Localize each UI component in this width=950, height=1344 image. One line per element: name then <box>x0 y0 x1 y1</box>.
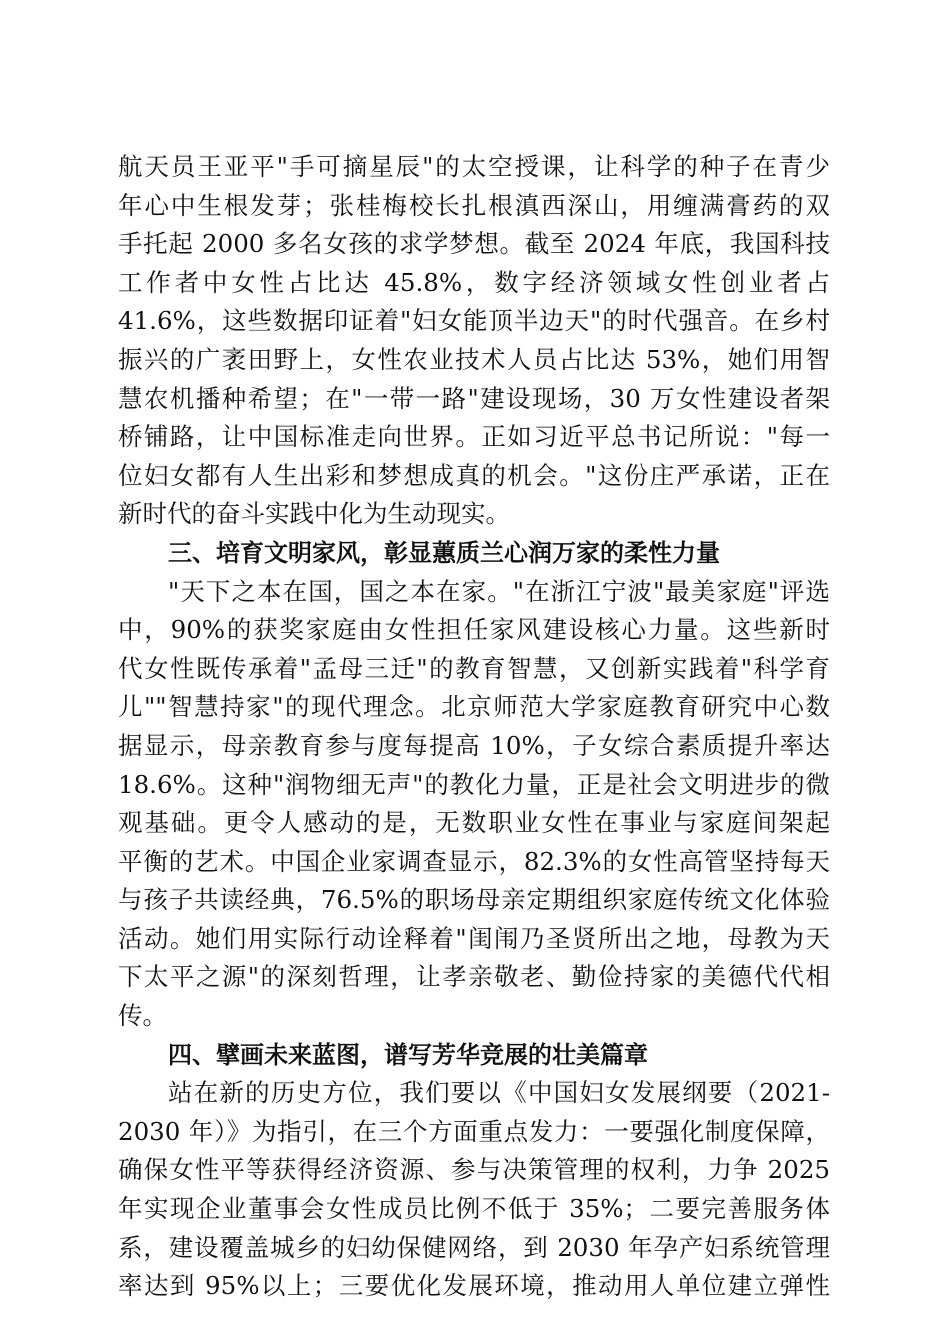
text-line: 年心中生根发芽；张桂梅校长扎根滇西深山，用缠满膏药的双 <box>118 190 830 220</box>
text-line: 代女性既传承着"孟母三迁"的教育智慧，又创新实践着"科学育 <box>118 653 830 683</box>
text-line: 传。 <box>118 1001 167 1031</box>
paragraph-women-achievements <box>118 148 830 534</box>
text-line: 18.6%。这种"润物细无声"的教化力量，正是社会文明进步的微 <box>118 769 830 799</box>
text-line: 振兴的广袤田野上，女性农业技术人员占比达 53%，她们用智 <box>118 344 830 374</box>
text-line: 活动。她们用实际行动诠释着"闺闱乃圣贤所出之地，母教为天 <box>118 923 830 953</box>
text-line: 新时代的奋斗实践中化为生动现实。 <box>118 499 510 529</box>
text-line: 2030 年）》为指引，在三个方面重点发力：一要强化制度保障， <box>118 1116 830 1146</box>
text-line: 中，90%的获奖家庭由女性担任家风建设核心力量。这些新时 <box>118 615 830 645</box>
text-line: 平衡的艺术。中国企业家调查显示，82.3%的女性高管坚持每天 <box>118 846 830 876</box>
text-line: 41.6%，这些数据印证着"妇女能顶半边天"的时代强音。在乡村 <box>118 306 830 336</box>
text-line: 年实现企业董事会女性成员比例不低于 35%；二要完善服务体 <box>118 1194 830 1224</box>
section-heading-3: 三、培育文明家风，彰显蕙质兰心润万家的柔性力量 <box>168 538 720 567</box>
section-heading-4: 四、擘画未来蓝图，谱写芳华竞展的壮美篇章 <box>168 1040 648 1069</box>
text-line: 工作者中女性占比达 45.8%，数字经济领域女性创业者占 <box>118 267 830 297</box>
text-line: 下太平之源"的深刻哲理，让孝亲敬老、勤俭持家的美德代代相 <box>118 962 830 992</box>
text-line: 儿""智慧持家"的现代理念。北京师范大学家庭教育研究中心数 <box>118 692 830 722</box>
document-body <box>118 148 830 1306</box>
text-line: 手托起 2000 多名女孩的求学梦想。截至 2024 年底，我国科技 <box>118 229 830 259</box>
text-line: 据显示，母亲教育参与度每提高 10%，子女综合素质提升率达 <box>118 730 830 760</box>
text-line: 系，建设覆盖城乡的妇幼保健网络，到 2030 年孕产妇系统管理 <box>118 1232 830 1262</box>
text-line: 观基础。更令人感动的是，无数职业女性在事业与家庭间架起 <box>118 808 830 838</box>
text-line: 慧农机播种希望；在"一带一路"建设现场，30 万女性建设者架 <box>118 383 830 413</box>
text-line: 站在新的历史方位，我们要以《中国妇女发展纲要（2021- <box>168 1078 830 1108</box>
text-line: "天下之本在国，国之本在家。"在浙江宁波"最美家庭"评选 <box>168 576 830 606</box>
text-line: 与孩子共读经典，76.5%的职场母亲定期组织家庭传统文化体验 <box>118 885 830 915</box>
text-line: 率达到 95%以上；三要优化发展环境，推动用人单位建立弹性 <box>118 1271 830 1301</box>
text-line: 确保女性平等获得经济资源、参与决策管理的权利，力争 2025 <box>118 1155 830 1185</box>
text-line: 位妇女都有人生出彩和梦想成真的机会。"这份庄严承诺，正在 <box>118 460 830 490</box>
paragraph-family-culture <box>118 573 830 1036</box>
text-line: 桥铺路，让中国标准走向世界。正如习近平总书记所说："每一 <box>118 422 830 452</box>
text-line: 航天员王亚平"手可摘星辰"的太空授课，让科学的种子在青少 <box>118 152 830 181</box>
paragraph-future-blueprint <box>118 1074 830 1306</box>
